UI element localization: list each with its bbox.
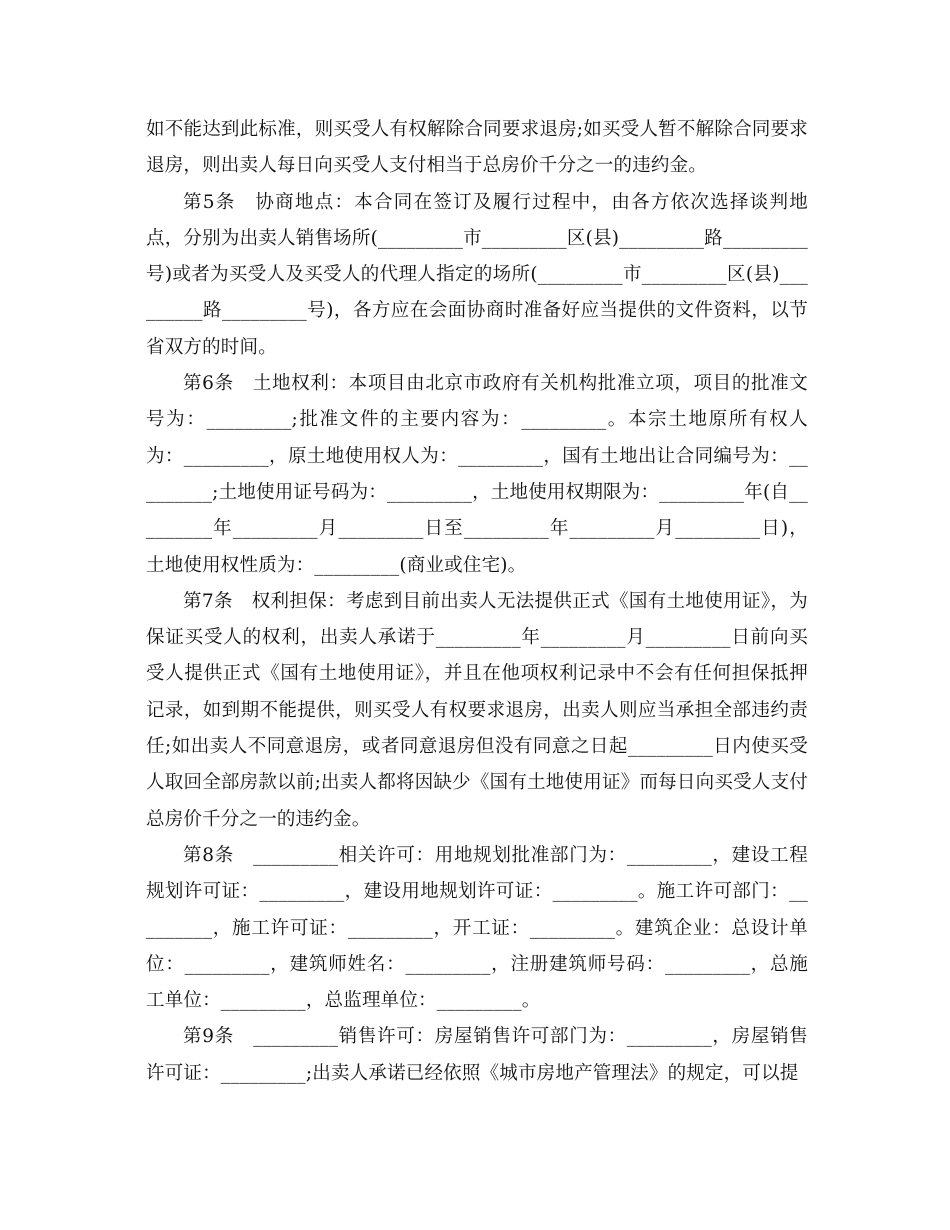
- article-8-paragraph: 第8条 _________相关许可：用地规划批准部门为：_________，建设工程规划许可证：_________，建设用地规划许可证：_________。施工许可部门：_________，施工许可证：_________，开工证：_________。建筑企业：总设计单位：_________，建筑师姓名：_________，注册建筑师号码：_________，总施工单位：_________，总监理单位：_________。: [146, 844, 808, 1012]
- article-5-paragraph: 第5条 协商地点：本合同在签订及履行过程中，由各方依次选择谈判地点，分别为出卖人销售场所(_________市_________区(县)_________路_________号)或者为买受人及买受人的代理人指定的场所(_________市_________区(县)_________路_________号)，各方应在会面协商时准备好应当提供的文件资料，以节省双方的时间。: [146, 191, 808, 358]
- article-6-paragraph: 第6条 土地权利：本项目由北京市政府有关机构批准立项，项目的批准文号为：_________;批准文件的主要内容为：_________。本宗土地原所有权人为：_________，原土地使用权人为：_________，国有土地出让合同编号为：_________;土地使用证号码为：_________，土地使用权期限为：_________年(自_________年_________月_________日至_________年_________月_________日)，土地使用权性质为：_________(商业或住宅)。: [146, 373, 808, 576]
- paragraph-continuation: 如不能达到此标准，则买受人有权解除合同要求退房;如买受人暂不解除合同要求退房，则出卖人每日向买受人支付相当于总房价千分之一的违约金。: [146, 119, 808, 177]
- article-7-paragraph: 第7条 权利担保：考虑到目前出卖人无法提供正式《国有土地使用证》，为保证买受人的权利，出卖人承诺于_________年_________月_________日前向买受人提供正式《国有土地使用证》，并且在他项权利记录中不会有任何担保抵押记录，如到期不能提供，则买受人有权要求退房，出卖人则应当承担全部违约责任;如出卖人不同意退房，或者同意退房但没有同意之日起_________日内使买受人取回全部房款以前;出卖人都将因缺少《国有土地使用证》而每日向买受人支付总房价千分之一的违约金。: [146, 590, 808, 830]
- article-9-paragraph: 第9条 _________销售许可：房屋销售许可部门为：_________，房屋销售许可证：_________;出卖人承诺已经依照《城市房地产管理法》的规定，可以提: [146, 1026, 808, 1084]
- document-page: [146, 112, 808, 1092]
